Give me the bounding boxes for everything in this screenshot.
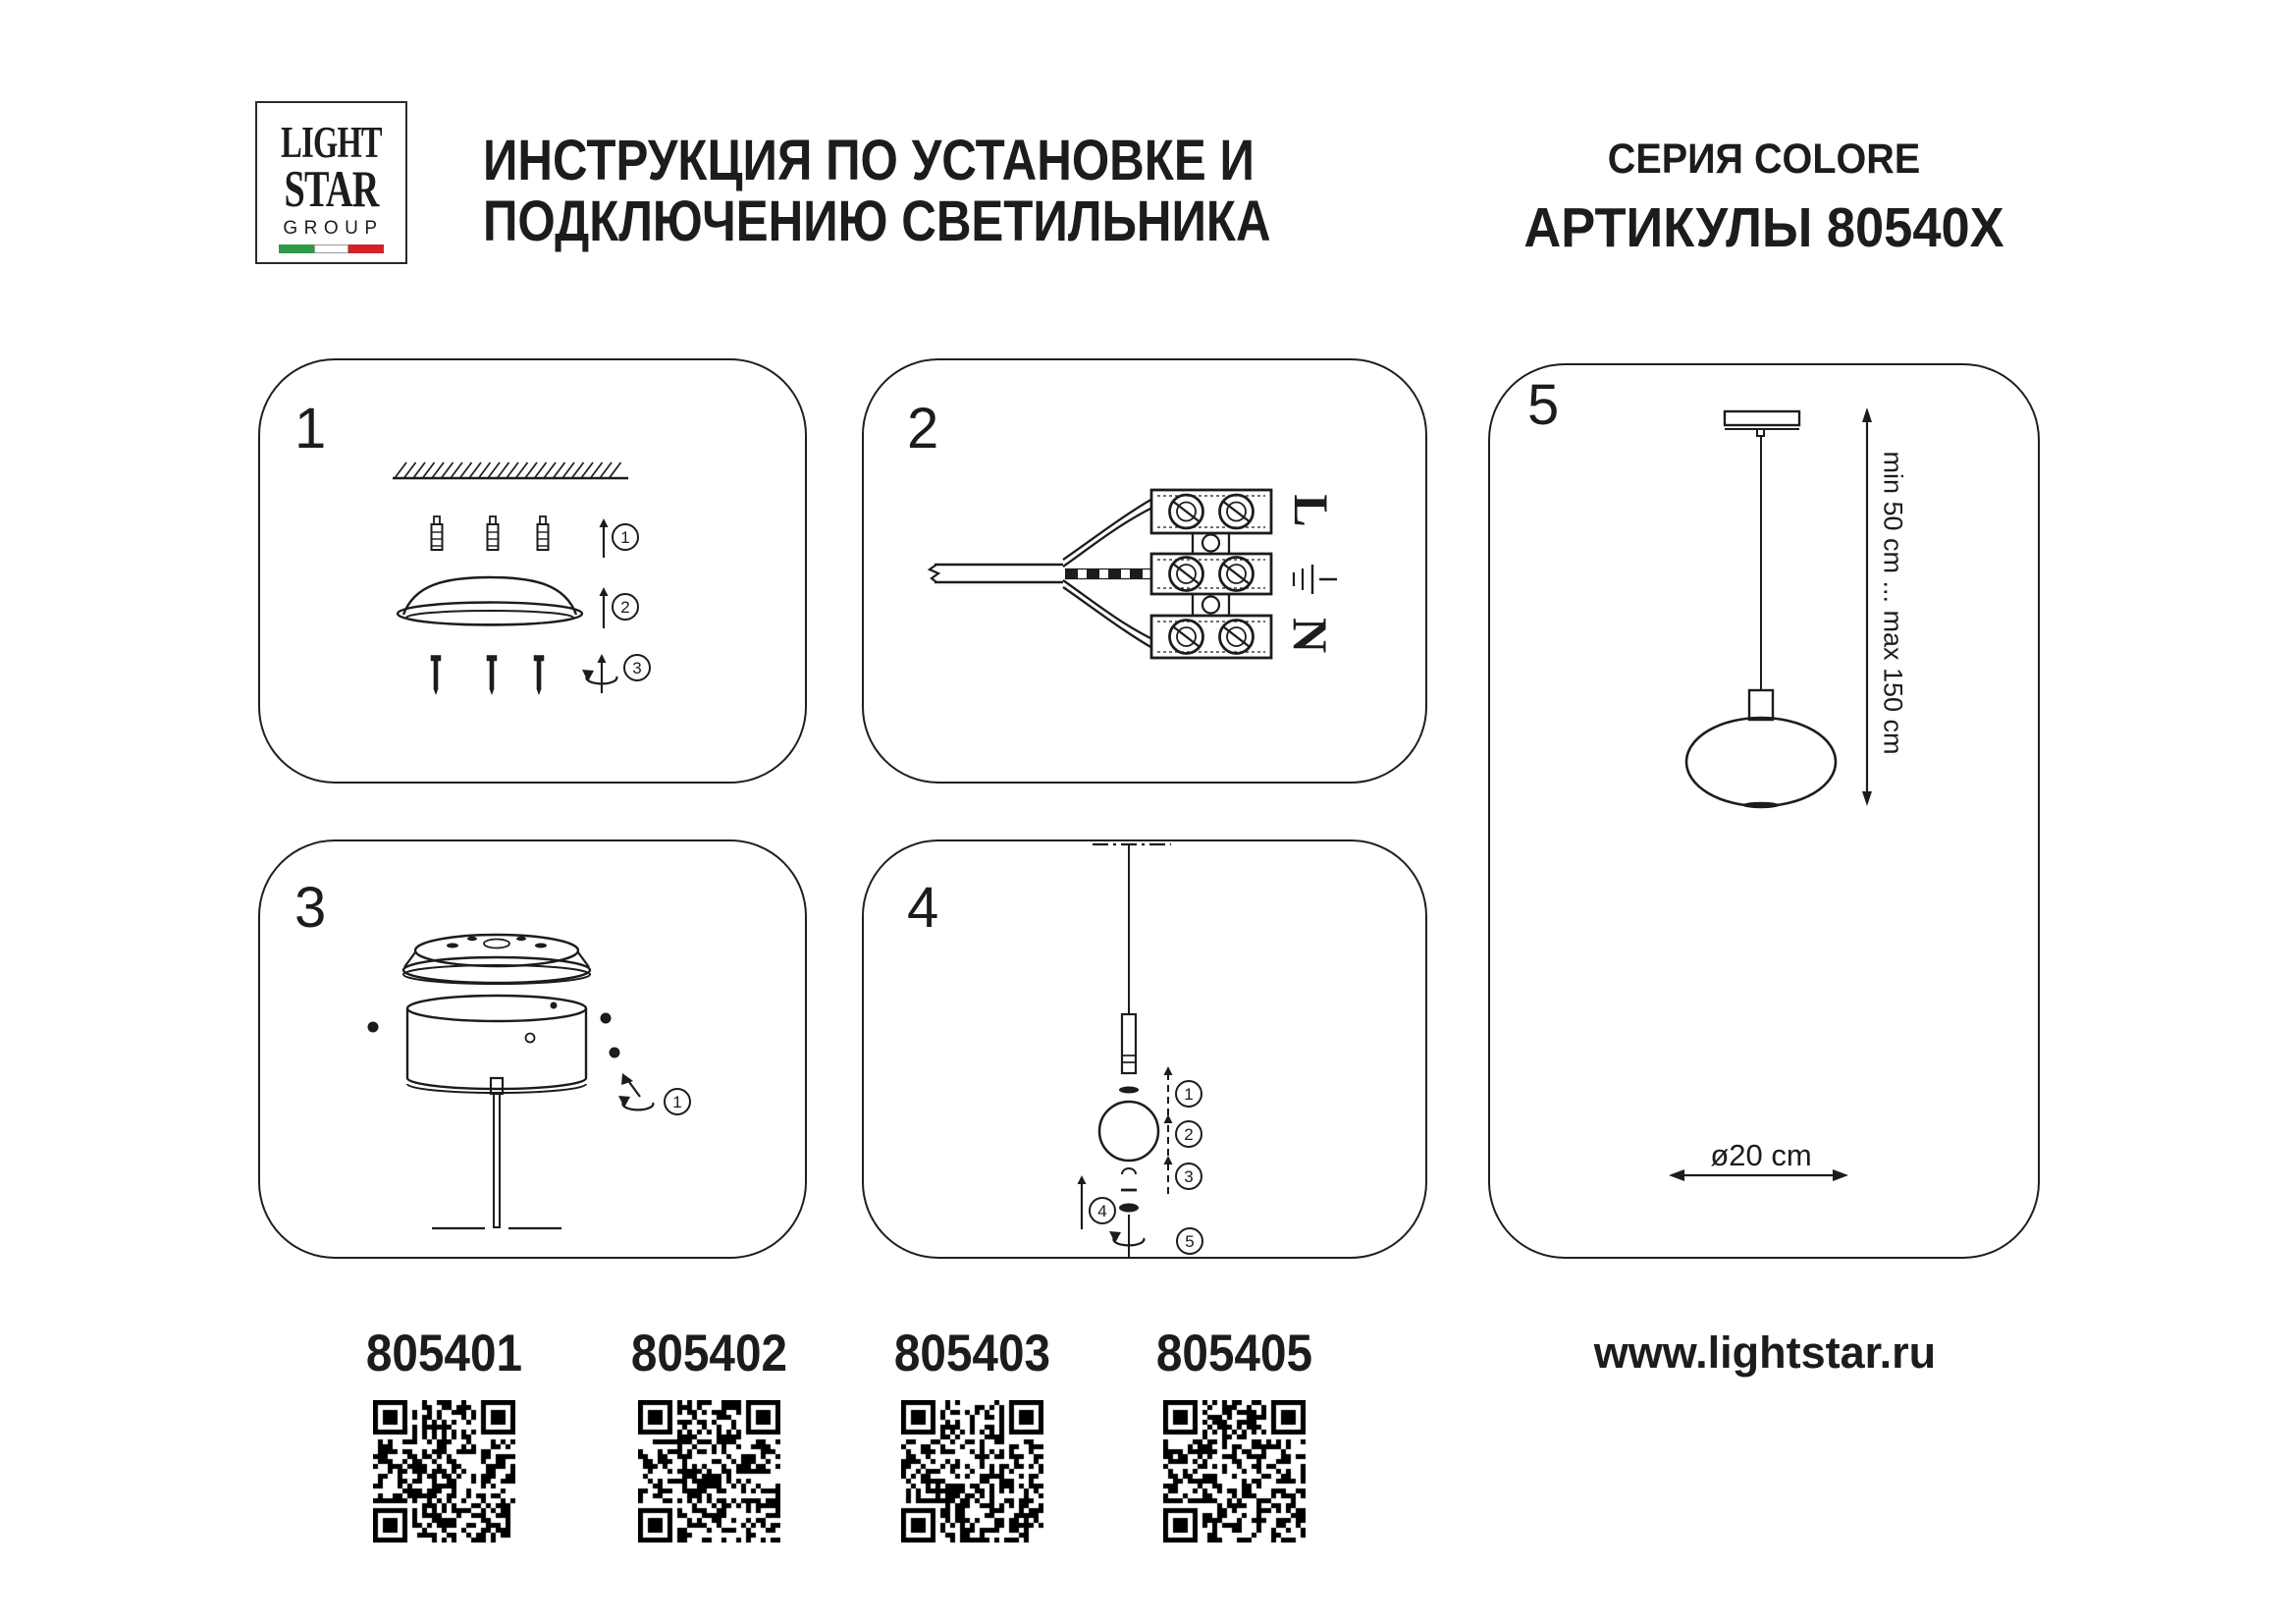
panel-1-number: 1: [294, 397, 327, 460]
step-badge-1: 1: [664, 1088, 691, 1115]
height-dimension-label: min 50 cm ... max 150 cm: [1878, 451, 1908, 755]
flag-green: [279, 244, 314, 253]
italian-flag-icon: [279, 244, 384, 253]
articles-label: [1488, 196, 2040, 259]
article-block: [576, 1327, 841, 1543]
series-label: [1488, 135, 2040, 183]
terminal-label-neutral: N: [1283, 617, 1338, 654]
step-badge-3: 3: [1175, 1163, 1202, 1190]
logo-word-group: GROUP: [283, 218, 384, 239]
step-badge-5: 5: [1176, 1227, 1203, 1255]
step-panel-5: [1488, 363, 2040, 1259]
article-block: [839, 1327, 1104, 1543]
lightstar-logo: [255, 101, 407, 264]
qr-code: [901, 1400, 1043, 1543]
flag-white: [314, 244, 348, 253]
page-title-line2: ПОДКЛЮЧЕНИЮ СВЕТИЛЬНИКА: [483, 189, 1271, 253]
step-panel-4: [862, 839, 1427, 1259]
article-block: [1101, 1327, 1366, 1543]
qr-code: [638, 1400, 780, 1543]
step-badge-3: 3: [623, 654, 651, 681]
step-badge-4: 4: [1089, 1197, 1116, 1224]
panel-2-number: 2: [907, 397, 939, 460]
articles-text: АРТИКУЛЫ 80540X: [1523, 196, 2004, 259]
step-badge-1: 1: [612, 523, 639, 551]
qr-code: [373, 1400, 515, 1543]
article-block: [311, 1327, 576, 1543]
step-panel-3: [258, 839, 807, 1259]
panel-3-number: 3: [294, 876, 327, 940]
page-title-line1: ИНСТРУКЦИЯ ПО УСТАНОВКЕ И: [483, 129, 1255, 192]
article-number: 805401: [365, 1325, 522, 1382]
terminal-label-live: L: [1284, 494, 1339, 527]
article-number: 805405: [1155, 1325, 1312, 1382]
article-number: 805403: [893, 1325, 1050, 1382]
logo-word-star: STAR: [284, 161, 379, 218]
flag-red: [348, 244, 384, 253]
diameter-dimension-label: ø20 cm: [1710, 1138, 1812, 1172]
qr-code: [1163, 1400, 1306, 1543]
step-panel-2: [862, 358, 1427, 784]
article-number: 805402: [630, 1325, 787, 1382]
panel-4-number: 4: [907, 876, 939, 940]
series-text: СЕРИЯ COLORE: [1607, 135, 1921, 183]
step-badge-2: 2: [1175, 1120, 1202, 1148]
panel-5-number: 5: [1527, 373, 1560, 437]
website-link: www.lightstar.ru: [1593, 1327, 1937, 1378]
step-badge-2: 2: [612, 593, 639, 621]
step-badge-1: 1: [1175, 1080, 1202, 1108]
step-panel-1: [258, 358, 807, 784]
logo-word-light: LIGHT: [281, 118, 382, 167]
